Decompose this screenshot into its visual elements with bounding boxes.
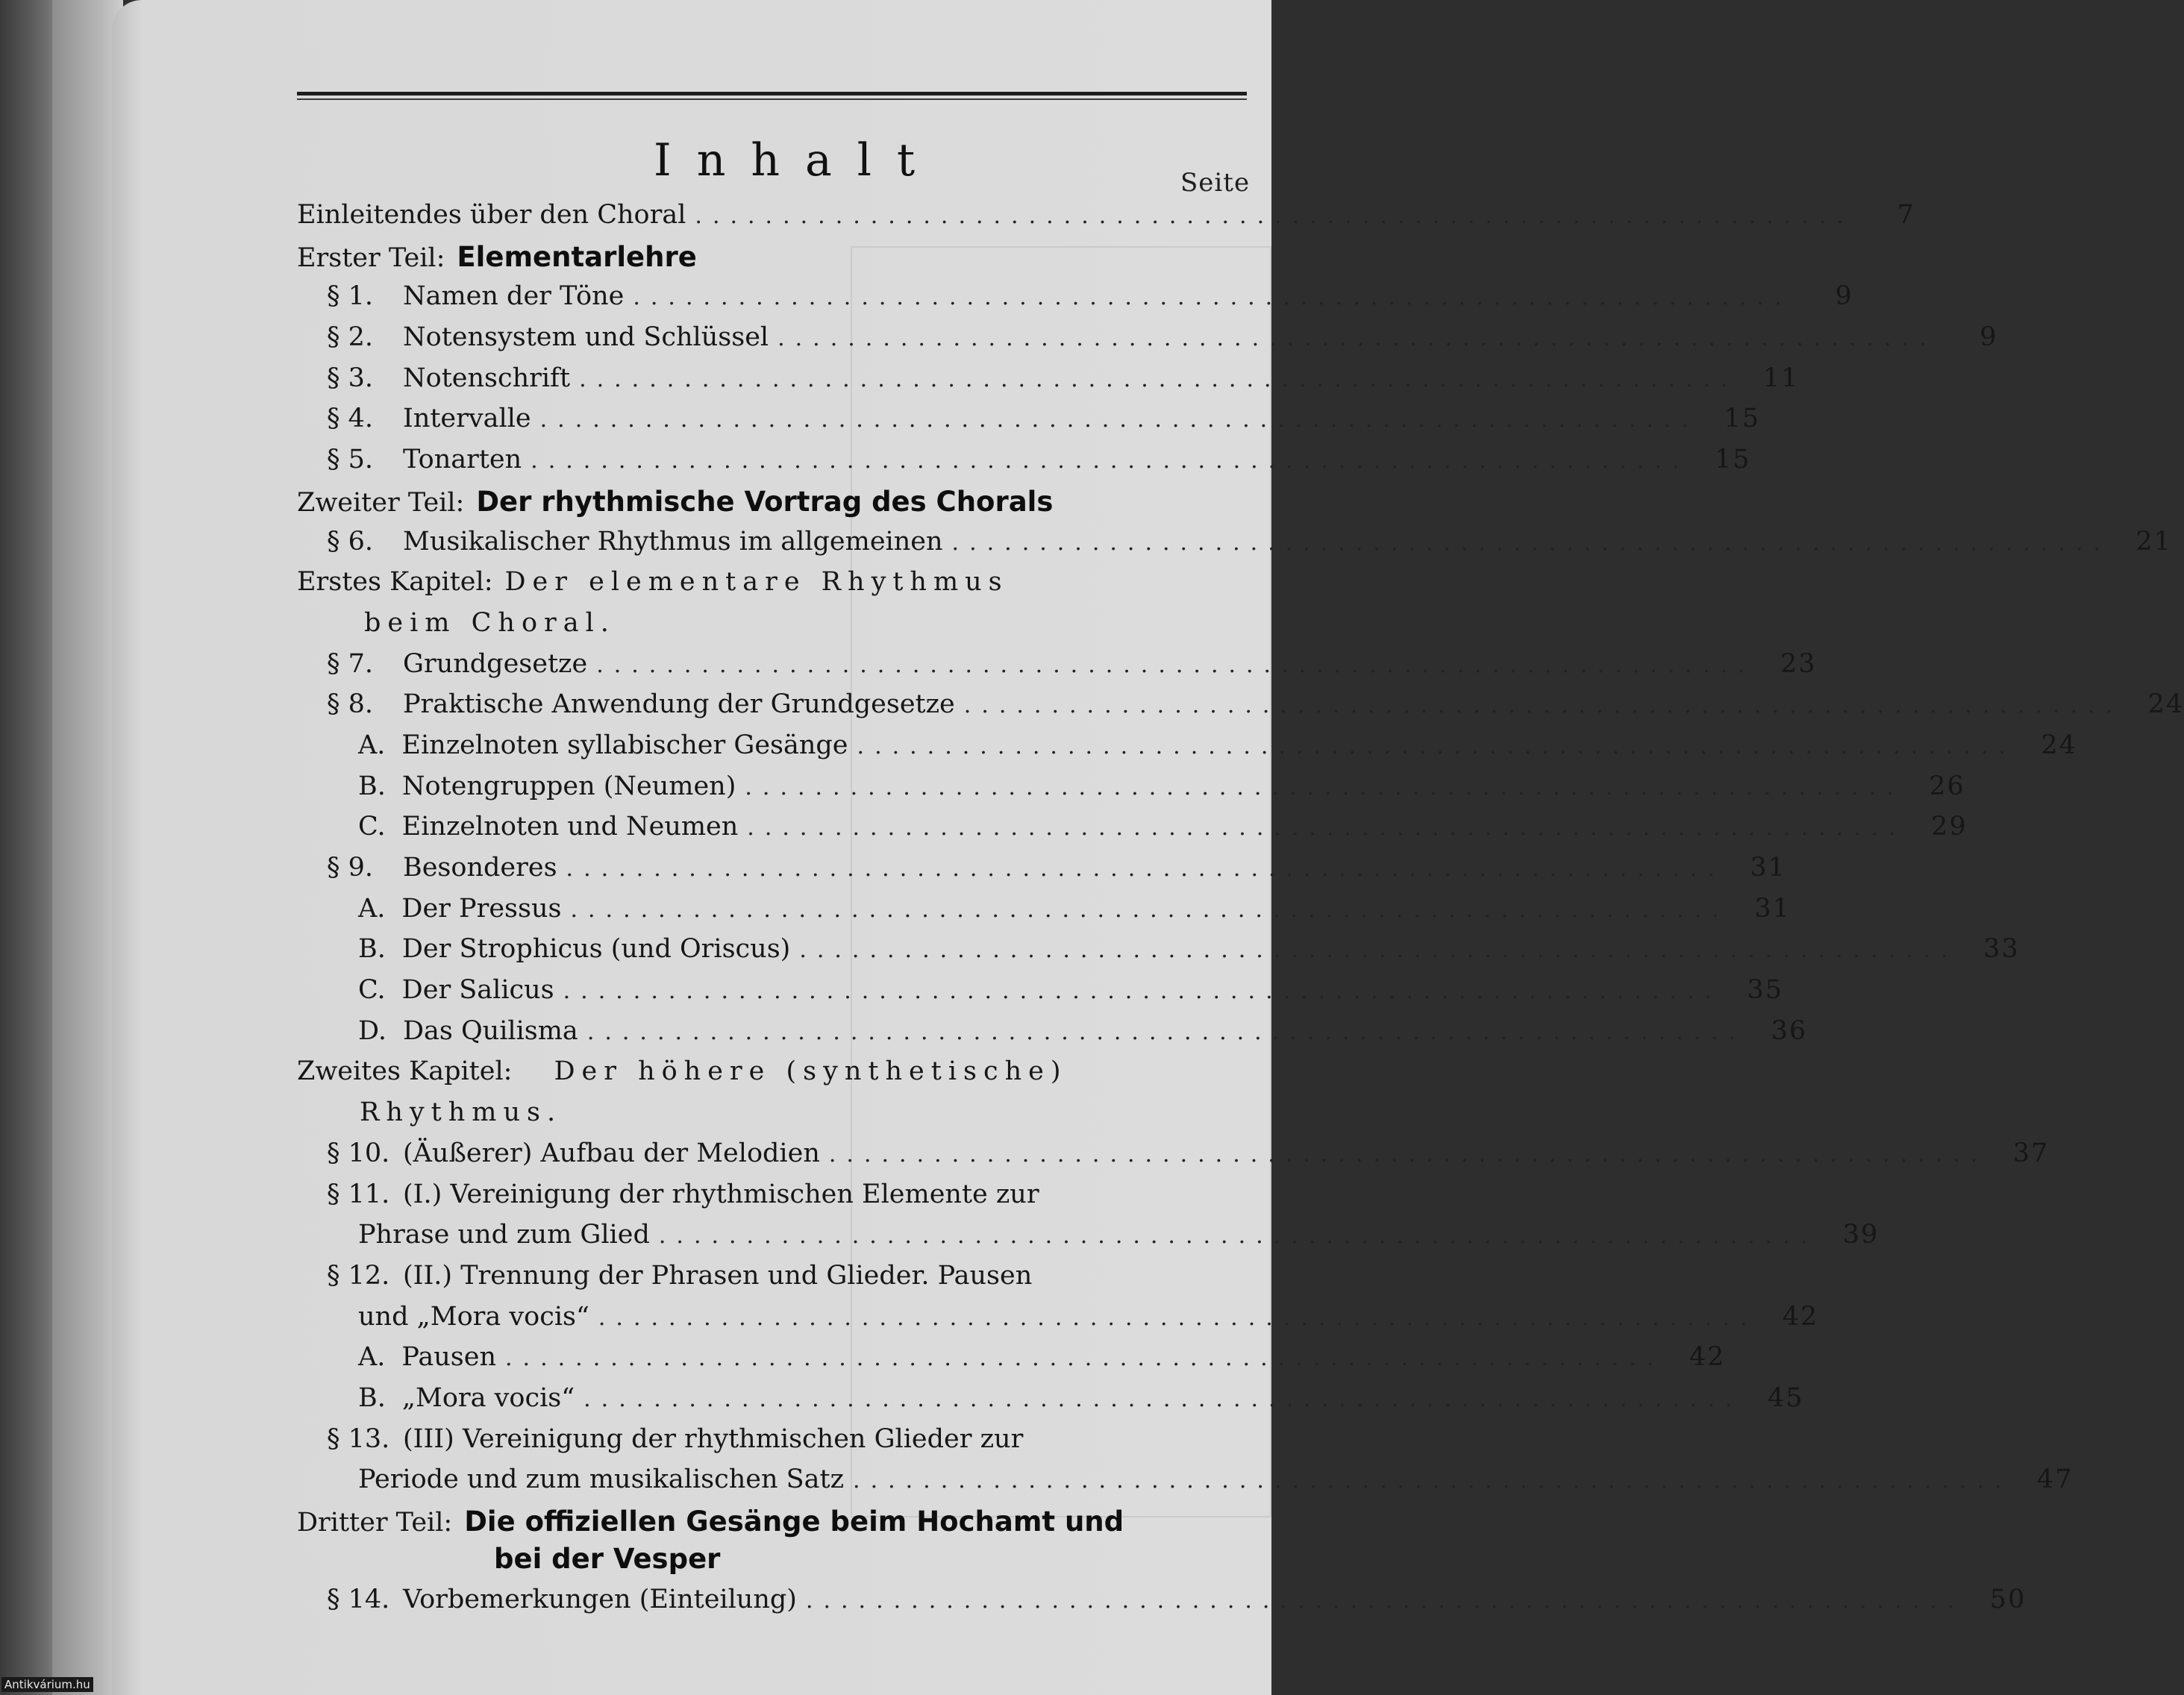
toc-subentry	[297, 771, 1965, 812]
page-column-label: Seite	[1180, 168, 1251, 198]
dot-leader: ..................................................................	[658, 1223, 1818, 1250]
toc-subentry	[297, 934, 2020, 975]
toc-part-heading	[297, 241, 1251, 282]
toc-chapter-heading-continued	[297, 608, 1251, 649]
top-rule	[297, 92, 1247, 95]
dot-leader: ..................................................................	[805, 1588, 1965, 1614]
toc-part-heading	[297, 486, 1251, 527]
chapter-label: Zweites Kapitel:	[297, 1056, 513, 1087]
dot-leader: ..................................................................	[799, 937, 1959, 964]
dot-leader: ..................................................................	[747, 815, 1906, 842]
toc-entry-text: Tonarten	[403, 445, 522, 475]
toc-entry-continued	[297, 1301, 1819, 1343]
subentry-letter: B.	[358, 934, 386, 965]
toc-entry-text: (II.) Trennung der Phrasen und Glieder. Pausen	[403, 1260, 1033, 1291]
toc-entry-continued	[297, 1464, 2074, 1506]
toc-page-number: 37	[2012, 1138, 2050, 1168]
section-number: § 8.	[327, 689, 374, 720]
toc-entry-text: Praktische Anwendung der Grundgesetze	[403, 689, 955, 720]
dot-leader: ..................................................................	[596, 651, 1756, 678]
part-title: Die offiziellen Gesänge beim Hochamt und	[464, 1506, 1124, 1538]
toc-entry-text: Der Strophicus (und Oriscus)	[401, 934, 791, 965]
subentry-letter: B.	[358, 771, 386, 801]
toc-page-number: 42	[1689, 1342, 1726, 1373]
section-number: § 6.	[327, 526, 374, 557]
toc-page-number: 21	[2135, 526, 2172, 557]
section-number: § 11.	[327, 1179, 390, 1209]
section-number: § 4.	[327, 404, 374, 434]
part-label: Erster Teil:	[297, 242, 445, 273]
toc-entry-text: (Äußerer) Aufbau der Melodien	[403, 1138, 820, 1168]
toc-entry-text: Notengruppen (Neumen)	[401, 771, 736, 801]
toc-entry-text: Der Pressus	[401, 893, 562, 924]
toc-subentry	[297, 1015, 1808, 1057]
toc-page-number: 45	[1767, 1382, 1804, 1413]
toc-subentry	[297, 1382, 1804, 1424]
toc-entry-multiline	[297, 1179, 1251, 1221]
chapter-title: Der elementare Rhythmus	[504, 567, 1009, 598]
section-number: § 5.	[327, 445, 374, 475]
dot-leader: ..................................................................	[857, 733, 2016, 759]
section-number: § 7.	[327, 648, 374, 679]
toc-chapter-heading-continued	[297, 1097, 1251, 1138]
toc-entry-text: Einzelnoten syllabischer Gesänge	[401, 730, 848, 760]
part-label: Dritter Teil:	[297, 1508, 453, 1538]
toc-entry	[297, 322, 1998, 363]
toc-page-number: 47	[2036, 1464, 2074, 1495]
toc-entry	[297, 363, 1800, 404]
toc-entry-text: (I.) Vereinigung der rhythmischen Elemente zur	[403, 1179, 1039, 1209]
toc-entry	[297, 200, 1915, 241]
toc-entry	[297, 1138, 2050, 1179]
toc-page-number: 35	[1747, 975, 1784, 1006]
toc-page-number: 33	[1983, 934, 2020, 965]
subentry-letter: D.	[358, 1015, 387, 1046]
watermark: Antikvárium.hu	[1, 1677, 93, 1692]
toc-entry-continued	[297, 1220, 1880, 1261]
toc-entry	[297, 445, 1751, 486]
dot-leader: ..................................................................	[745, 774, 1904, 800]
toc-entry-text: Besonderes	[403, 853, 557, 883]
dot-leader: ..................................................................	[583, 1385, 1743, 1412]
toc-entry-text: Der Salicus	[401, 975, 554, 1006]
toc-entry-text: Musikalischer Rhythmus im allgemeinen	[403, 526, 943, 557]
section-number: § 12.	[327, 1260, 390, 1291]
dot-leader: ..................................................................	[539, 407, 1700, 433]
toc-chapter-heading	[297, 1056, 1251, 1097]
dot-leader: ..................................................................	[951, 529, 2111, 556]
toc-entry	[297, 1585, 2027, 1626]
toc-page-number: 9	[1980, 322, 1998, 353]
toc-entry-text: Einleitendes über den Choral	[297, 200, 686, 230]
toc-subentry	[297, 1342, 1726, 1383]
toc-entry-text: Namen der Töne	[403, 281, 625, 312]
toc-entry	[297, 689, 2184, 730]
dot-leader: ..................................................................	[633, 284, 1792, 311]
toc-page-number: 29	[1931, 812, 1968, 842]
dot-leader: ..................................................................	[563, 978, 1723, 1005]
toc-entry-text-continued: Phrase und zum Glied	[358, 1220, 650, 1250]
toc-page-number: 24	[2147, 689, 2184, 720]
page-title: Inhalt	[654, 134, 941, 187]
toc-entry-text-continued: und „Mora vocis“	[358, 1301, 589, 1332]
toc-entry-text-continued: Periode und zum musikalischen Satz	[358, 1464, 845, 1495]
toc-page-number: 15	[1715, 445, 1751, 475]
toc-entry-text: „Mora vocis“	[401, 1382, 575, 1413]
dot-leader: ..................................................................	[579, 366, 1739, 392]
subentry-letter: C.	[358, 975, 386, 1006]
toc-entry-text: Grundgesetze	[403, 648, 588, 679]
toc-entry-text: Notenschrift	[403, 363, 571, 393]
dot-leader: ..................................................................	[853, 1467, 2012, 1494]
toc-entry	[297, 648, 1817, 690]
dot-leader: ..................................................................	[586, 1018, 1747, 1045]
dot-leader: ..................................................................	[777, 325, 1937, 352]
toc-page-number: 42	[1782, 1301, 1819, 1332]
dot-leader: ..................................................................	[598, 1304, 1758, 1331]
section-number: § 10.	[327, 1138, 390, 1168]
chapter-title-continued: beim Choral.	[364, 607, 616, 638]
toc-page-number: 9	[1835, 281, 1853, 312]
dot-leader: ..................................................................	[566, 856, 1725, 882]
part-title: Der rhythmische Vortrag des Chorals	[476, 485, 1054, 518]
toc-entry-text: Pausen	[401, 1342, 497, 1373]
part-label: Zweiter Teil:	[297, 487, 465, 518]
subentry-letter: A.	[358, 893, 386, 924]
toc-part-heading	[297, 1506, 1251, 1543]
toc-entry	[297, 853, 1786, 894]
subentry-letter: A.	[358, 730, 386, 760]
toc-entry-multiline	[297, 1261, 1251, 1302]
toc-page-number: 15	[1724, 404, 1761, 434]
chapter-label: Erstes Kapitel:	[297, 567, 493, 598]
toc-page-number: 24	[2041, 730, 2077, 760]
toc-entry-text: Intervalle	[403, 404, 531, 434]
toc-page-number: 31	[1754, 893, 1791, 924]
subentry-letter: B.	[358, 1382, 386, 1413]
dot-leader: ..................................................................	[828, 1141, 1989, 1168]
dot-leader: ..................................................................	[531, 448, 1690, 474]
dot-leader: ..................................................................	[570, 896, 1730, 923]
toc-entry-text: Vorbemerkungen (Einteilung)	[403, 1585, 797, 1614]
toc-chapter-heading	[297, 567, 1251, 608]
part-title: Elementarlehre	[457, 240, 697, 273]
toc-entry	[297, 526, 2172, 568]
toc-entry-text: Das Quilisma	[402, 1015, 578, 1046]
toc-entry-text: (III) Vereinigung der rhythmischen Glieder zur	[403, 1423, 1024, 1454]
toc-page-number: 26	[1929, 771, 1965, 801]
toc-entry	[297, 404, 1761, 445]
toc-entry	[297, 281, 1853, 322]
section-number: § 13.	[327, 1423, 390, 1454]
section-number: § 14.	[327, 1585, 390, 1614]
section-number: § 3.	[327, 363, 374, 393]
toc-page-number: 36	[1771, 1015, 1808, 1046]
toc-page-number: 50	[1989, 1585, 2027, 1614]
toc-page-number: 7	[1897, 200, 1915, 230]
toc-entry-text: Notensystem und Schlüssel	[403, 322, 769, 353]
toc-entry-text: Einzelnoten und Neumen	[401, 812, 739, 842]
table-of-contents	[297, 200, 2184, 1626]
toc-page-number: 23	[1780, 648, 1817, 679]
dot-leader: ..................................................................	[505, 1345, 1665, 1372]
dot-leader: ..................................................................	[695, 203, 1854, 229]
subentry-letter: C.	[358, 812, 386, 842]
toc-subentry	[297, 812, 1968, 853]
dot-leader: ..................................................................	[963, 692, 2124, 719]
toc-part-heading-continued	[297, 1543, 1251, 1585]
toc-subentry	[297, 730, 2077, 771]
chapter-title-continued: Rhythmus.	[360, 1097, 563, 1128]
toc-page-number: 31	[1750, 853, 1786, 883]
toc-page-number: 11	[1762, 363, 1800, 393]
chapter-title: Der höhere (synthetische)	[554, 1056, 1068, 1087]
toc-subentry	[297, 975, 1784, 1016]
toc-entry-multiline	[297, 1424, 1251, 1465]
toc-subentry	[297, 893, 1791, 935]
section-number: § 2.	[327, 322, 374, 353]
part-title-continued: bei der Vesper	[494, 1543, 721, 1575]
subentry-letter: A.	[358, 1342, 386, 1373]
toc-page-number: 39	[1842, 1220, 1880, 1250]
section-number: § 9.	[327, 853, 374, 883]
book-spine	[0, 0, 52, 1695]
top-rule-thin	[297, 98, 1247, 100]
section-number: § 1.	[327, 281, 374, 312]
